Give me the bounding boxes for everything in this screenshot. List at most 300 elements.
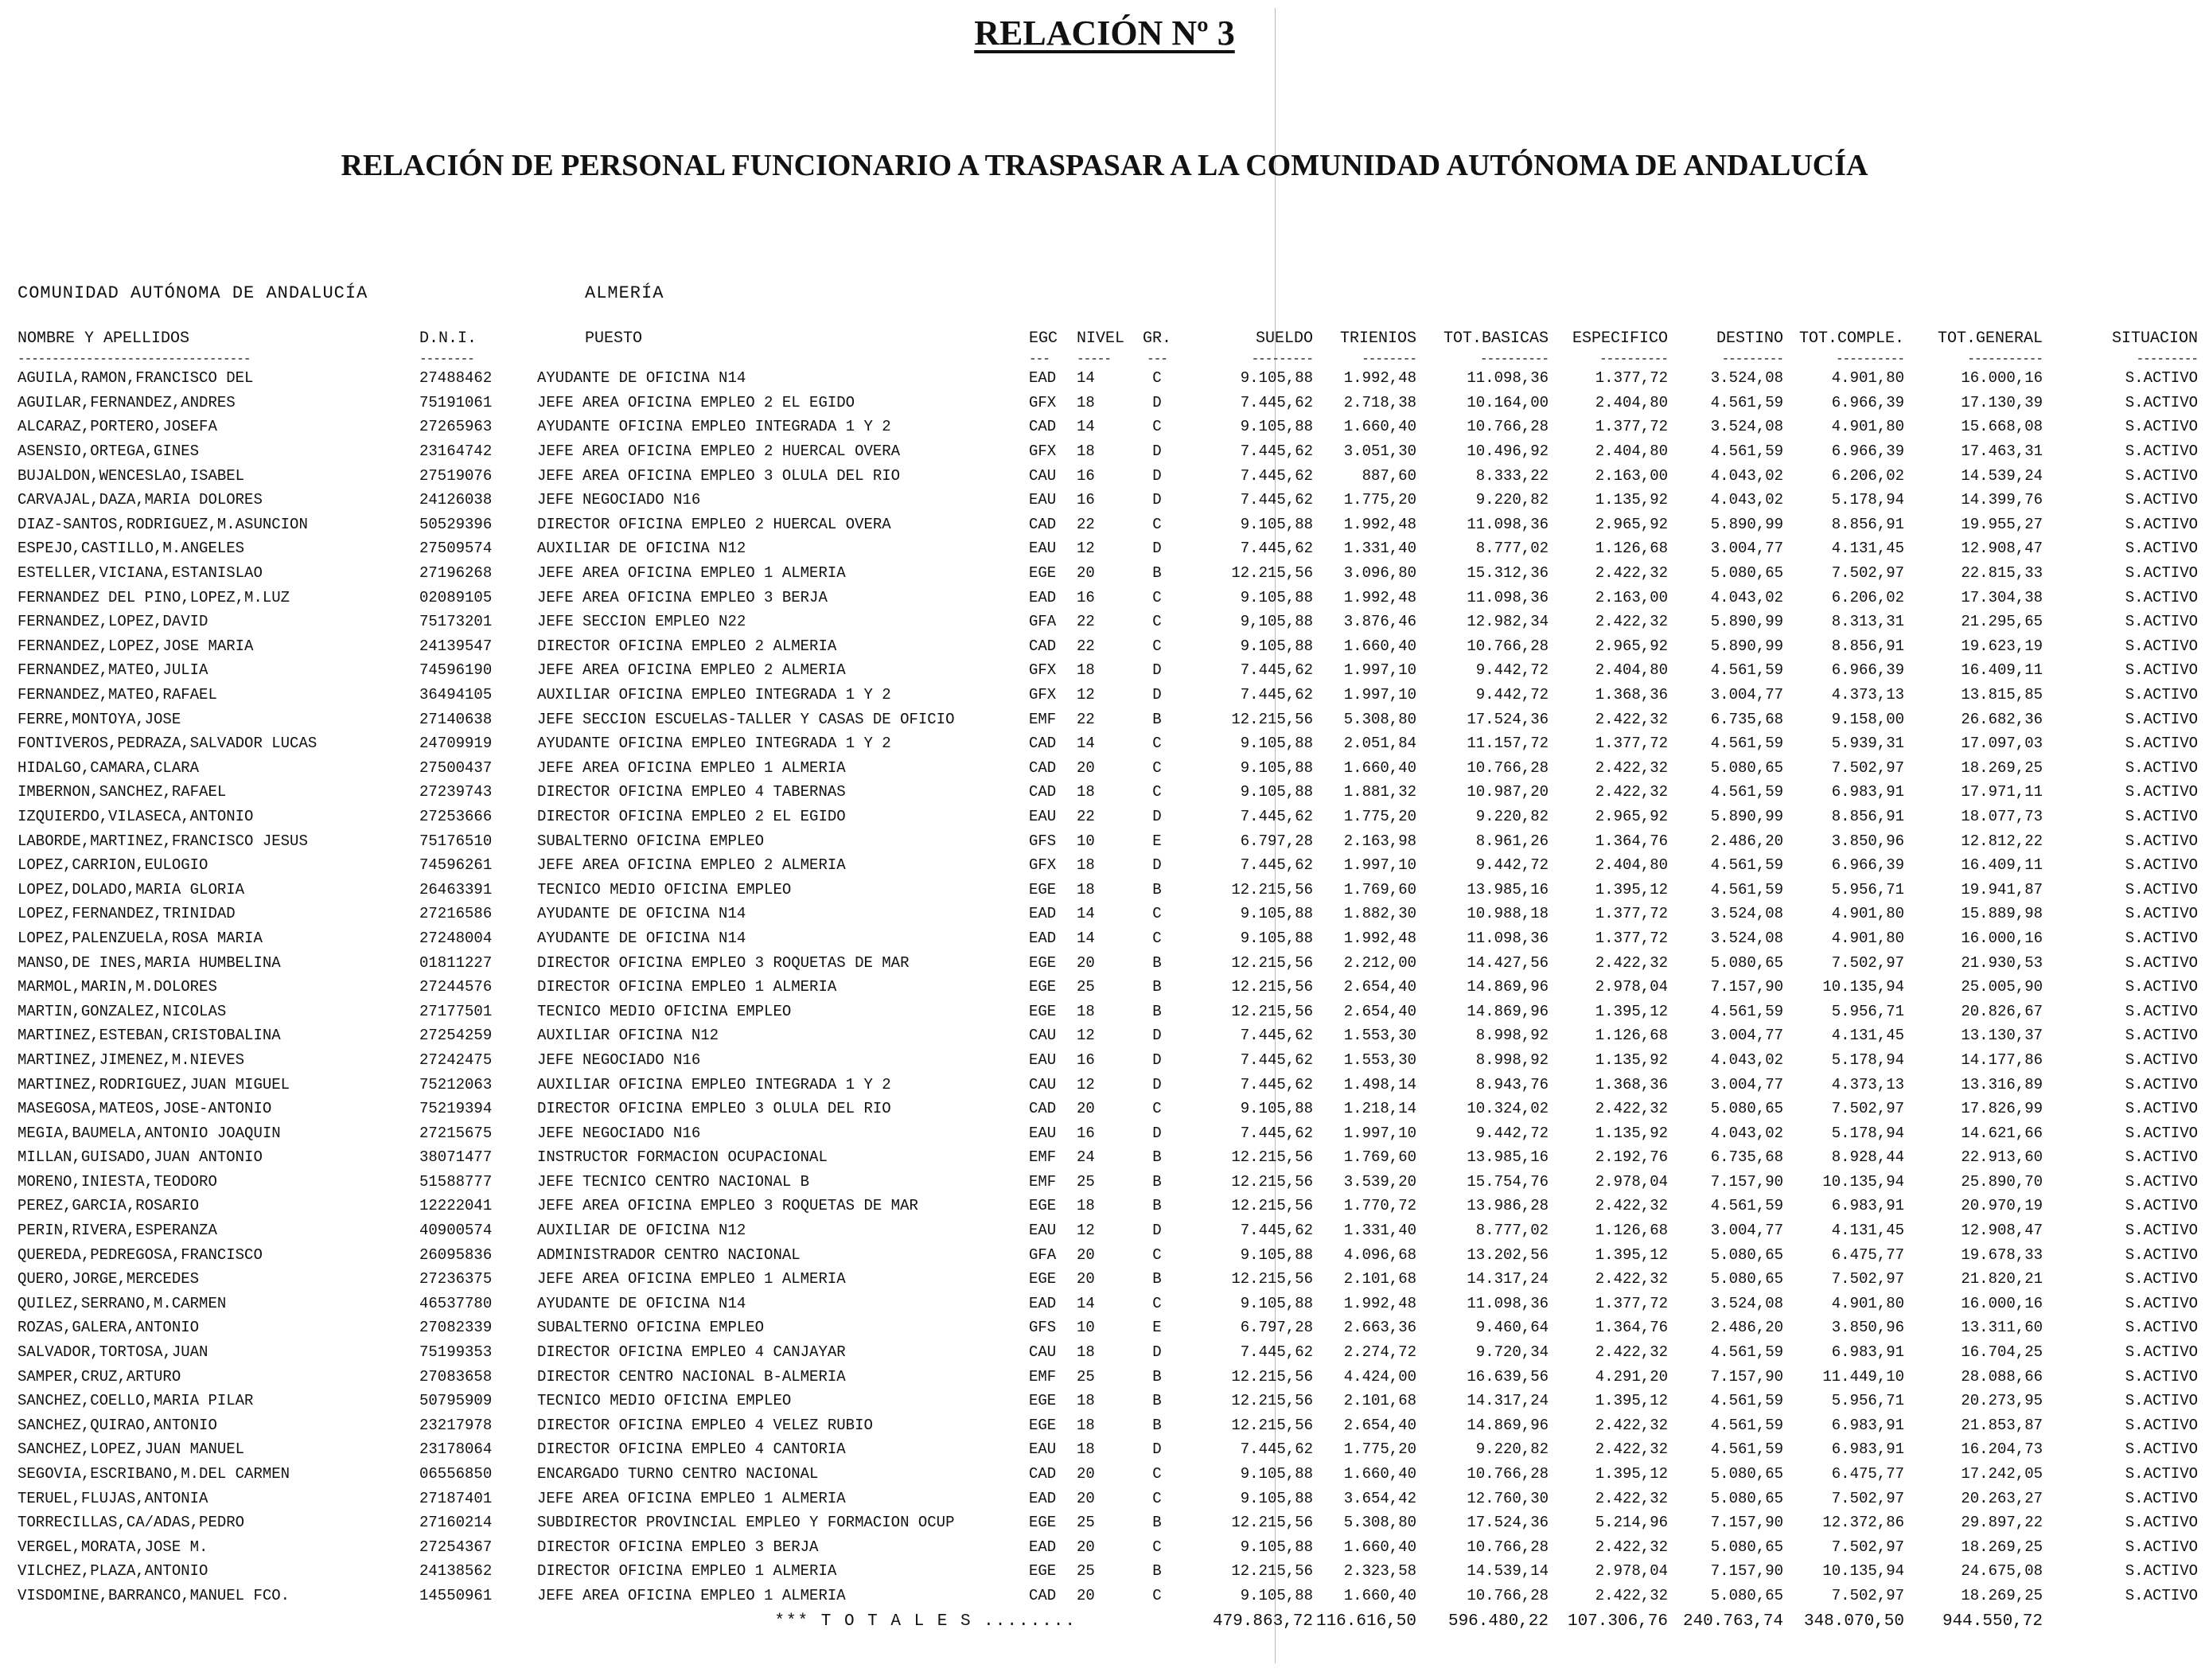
cell-sueldo: 9.105,88 [1240,418,1313,436]
cell-situacion: S.ACTIVO [2125,588,2198,606]
cell-tot-basicas: 12.760,30 [1467,1489,1549,1507]
cell-especifico: 2.422,32 [1595,710,1668,728]
cell-cuerpo: GFX [1029,856,1057,875]
cell-tot-general: 21.930,53 [1961,953,2043,972]
cell-nombre: MARTIN,GONZALEZ,NICOLAS [18,1002,227,1020]
cell-tot-general: 13.130,37 [1961,1027,2043,1045]
cell-nombre: MILLAN,GUISADO,JUAN ANTONIO [18,1148,263,1167]
cell-destino: 3.004,77 [1710,540,1783,558]
cell-nombre: QUILEZ,SERRANO,M.CARMEN [18,1294,227,1312]
cell-situacion: S.ACTIVO [2125,1392,2198,1410]
cell-tot-basicas: 9.442,72 [1475,856,1549,875]
cell-tot-comple: 5.178,94 [1831,1050,1904,1069]
cell-tot-basicas: 9.442,72 [1475,661,1549,680]
cell-grupo: D [1152,491,1162,509]
cell-nombre: ASENSIO,ORTEGA,GINES [18,442,200,461]
cell-destino: 3.524,08 [1710,418,1783,436]
cell-tot-general: 18.077,73 [1961,807,2043,825]
cell-sueldo: 9.105,88 [1240,369,1313,388]
cell-tot-basicas: 10.766,28 [1467,1586,1549,1604]
cell-tot-general: 14.539,24 [1961,466,2043,485]
cell-grupo: C [1152,735,1162,753]
cell-dni: 36494105 [419,686,493,704]
cell-tot-general: 16.000,16 [1961,369,2043,388]
cell-grupo: B [1152,1172,1162,1191]
cell-grupo: D [1152,1124,1162,1142]
cell-tot-comple: 4.373,13 [1831,1075,1904,1093]
cell-nivel: 16 [1077,588,1095,606]
cell-especifico: 1.377,72 [1595,735,1668,753]
cell-trienios: 1.331,40 [1343,1222,1416,1240]
cell-situacion: S.ACTIVO [2125,832,2198,850]
cell-tot-general: 24.675,08 [1961,1562,2043,1581]
cell-cuerpo: EMF [1029,1367,1057,1386]
cell-nombre: SAMPER,CRUZ,ARTURO [18,1367,181,1386]
cell-dni: 27244576 [419,978,493,996]
cell-nivel: 25 [1077,1514,1095,1532]
cell-situacion: S.ACTIVO [2125,1294,2198,1312]
table-row [18,926,2198,951]
cell-trienios: 1.992,48 [1343,588,1416,606]
table-row [18,1145,2198,1170]
cell-cuerpo: EAD [1029,1294,1057,1312]
cell-tot-basicas: 13.986,28 [1467,1197,1549,1215]
cell-nombre: PEREZ,GARCIA,ROSARIO [18,1197,200,1215]
cell-especifico: 2.422,32 [1595,564,1668,583]
cell-tot-comple: 6.475,77 [1831,1465,1904,1483]
cell-tot-comple: 7.502,97 [1831,1538,1904,1556]
cell-dni: 27140638 [419,710,493,728]
cell-puesto: AUXILIAR OFICINA EMPLEO INTEGRADA 1 Y 2 [537,686,891,704]
total-trienios: 116.616,50 [1315,1612,1416,1631]
cell-dni: 27082339 [419,1319,493,1337]
cell-nombre: ESTELLER,VICIANA,ESTANISLAO [18,564,263,583]
cell-puesto: TECNICO MEDIO OFICINA EMPLEO [537,1392,792,1410]
cell-nivel: 18 [1077,442,1095,461]
cell-nombre: FONTIVEROS,PEDRAZA,SALVADOR LUCAS [18,735,318,753]
cell-puesto: AYUDANTE DE OFICINA N14 [537,905,746,923]
cell-grupo: B [1152,1514,1162,1532]
cell-nivel: 16 [1077,1124,1095,1142]
cell-situacion: S.ACTIVO [2125,442,2198,461]
cell-grupo: B [1152,1002,1162,1020]
total-tot-general: 944.550,72 [1942,1612,2043,1631]
cell-grupo: C [1152,588,1162,606]
cell-tot-general: 12.908,47 [1961,540,2043,558]
cell-puesto: JEFE AREA OFICINA EMPLEO 1 ALMERIA [537,758,846,777]
cell-especifico: 2.422,32 [1595,1586,1668,1604]
cell-destino: 4.561,59 [1710,1002,1783,1020]
cell-trienios: 1.218,14 [1343,1100,1416,1118]
table-row [18,1097,2198,1121]
cell-especifico: 1.395,12 [1595,1002,1668,1020]
cell-nivel: 20 [1077,1270,1095,1288]
cell-tot-comple: 7.502,97 [1831,1489,1904,1507]
cell-grupo: B [1152,953,1162,972]
cell-situacion: S.ACTIVO [2125,1416,2198,1434]
cell-situacion: S.ACTIVO [2125,1586,2198,1604]
cell-nivel: 25 [1077,1367,1095,1386]
cell-puesto: JEFE AREA OFICINA EMPLEO 2 ALMERIA [537,661,846,680]
cell-trienios: 1.553,30 [1343,1027,1416,1045]
cell-sueldo: 12.215,56 [1231,978,1313,996]
cell-nivel: 18 [1077,1392,1095,1410]
cell-tot-basicas: 10.766,28 [1467,637,1549,655]
cell-tot-comple: 7.502,97 [1831,564,1904,583]
cell-tot-basicas: 8.777,02 [1475,1222,1549,1240]
cell-sueldo: 12.215,56 [1231,1172,1313,1191]
cell-tot-comple: 5.956,71 [1831,1002,1904,1020]
cell-tot-general: 21.853,87 [1961,1416,2043,1434]
table-row [18,1242,2198,1267]
cell-grupo: C [1152,613,1162,631]
cell-grupo: B [1152,1562,1162,1581]
cell-tot-comple: 12.372,86 [1822,1514,1904,1532]
cell-dni: 40900574 [419,1222,493,1240]
cell-grupo: D [1152,686,1162,704]
cell-destino: 3.004,77 [1710,1027,1783,1045]
table-row [18,902,2198,926]
cell-nivel: 14 [1077,418,1095,436]
cell-nivel: 10 [1077,832,1095,850]
cell-tot-comple: 4.131,45 [1831,540,1904,558]
cell-grupo: C [1152,1465,1162,1483]
cell-tot-comple: 6.966,39 [1831,442,1904,461]
cell-tot-comple: 5.956,71 [1831,1392,1904,1410]
cell-dni: 27215675 [419,1124,493,1142]
header-dash-rule: ---------------------------------- -------- --- ----- --- --------- -------- ---------- ---------- --------- ---------- ----------- --------- [18,352,2198,366]
cell-destino: 5.890,99 [1710,515,1783,533]
cell-trienios: 3.876,46 [1343,613,1416,631]
cell-destino: 4.561,59 [1710,1440,1783,1459]
cell-nombre: FERNANDEZ,LOPEZ,DAVID [18,613,208,631]
cell-tot-basicas: 16.639,56 [1467,1367,1549,1386]
cell-grupo: D [1152,1440,1162,1459]
cell-trienios: 1.997,10 [1343,1124,1416,1142]
total-destino: 240.763,74 [1682,1612,1783,1631]
cell-tot-comple: 4.131,45 [1831,1027,1904,1045]
cell-tot-basicas: 11.098,36 [1467,1294,1549,1312]
cell-dni: 23178064 [419,1440,493,1459]
cell-destino: 5.080,65 [1710,758,1783,777]
cell-nombre: AGUILA,RAMON,FRANCISCO DEL [18,369,254,388]
cell-sueldo: 9.105,88 [1240,1538,1313,1556]
cell-destino: 4.561,59 [1710,393,1783,411]
cell-dni: 27500437 [419,758,493,777]
cell-tot-basicas: 10.987,20 [1467,783,1549,801]
cell-trienios: 4.424,00 [1343,1367,1416,1386]
table-row [18,828,2198,853]
cell-tot-general: 20.826,67 [1961,1002,2043,1020]
cell-trienios: 3.539,20 [1343,1172,1416,1191]
cell-nombre: HIDALGO,CAMARA,CLARA [18,758,200,777]
cell-sueldo: 7.445,62 [1240,540,1313,558]
cell-trienios: 1.997,10 [1343,686,1416,704]
cell-dni: 24126038 [419,491,493,509]
table-row [18,999,2198,1023]
cell-cuerpo: EGE [1029,1514,1057,1532]
cell-tot-comple: 5.178,94 [1831,1124,1904,1142]
cell-trienios: 1.992,48 [1343,1294,1416,1312]
cell-grupo: D [1152,1222,1162,1240]
cell-situacion: S.ACTIVO [2125,1367,2198,1386]
cell-especifico: 2.163,00 [1595,466,1668,485]
cell-nivel: 18 [1077,1416,1095,1434]
cell-situacion: S.ACTIVO [2125,1319,2198,1337]
cell-especifico: 2.422,32 [1595,1343,1668,1362]
cell-especifico: 1.395,12 [1595,1465,1668,1483]
cell-especifico: 2.978,04 [1595,1172,1668,1191]
table-body [18,366,2198,1608]
cell-sueldo: 7.445,62 [1240,1222,1313,1240]
cell-tot-basicas: 8.998,92 [1475,1050,1549,1069]
cell-trienios: 2.654,40 [1343,1002,1416,1020]
cell-puesto: JEFE SECCION EMPLEO N22 [537,613,746,631]
cell-nombre: MEGIA,BAUMELA,ANTONIO JOAQUIN [18,1124,281,1142]
cell-especifico: 2.965,92 [1595,807,1668,825]
cell-situacion: S.ACTIVO [2125,686,2198,704]
cell-situacion: S.ACTIVO [2125,1148,2198,1167]
cell-nombre: VISDOMINE,BARRANCO,MANUEL FCO. [18,1586,290,1604]
cell-nivel: 22 [1077,613,1095,631]
cell-tot-general: 13.311,60 [1961,1319,2043,1337]
cell-puesto: AYUDANTE OFICINA EMPLEO INTEGRADA 1 Y 2 [537,735,891,753]
cell-nivel: 20 [1077,1100,1095,1118]
cell-puesto: JEFE SECCION ESCUELAS-TALLER Y CASAS DE OFICIO [537,710,955,728]
cell-puesto: DIRECTOR OFICINA EMPLEO 4 CANTORIA [537,1440,846,1459]
cell-tot-general: 15.889,98 [1961,905,2043,923]
cell-tot-basicas: 17.524,36 [1467,710,1549,728]
cell-tot-general: 17.826,99 [1961,1100,2043,1118]
cell-especifico: 1.368,36 [1595,1075,1668,1093]
cell-cuerpo: EAU [1029,1222,1057,1240]
cell-tot-general: 28.088,66 [1961,1367,2043,1386]
cell-especifico: 1.135,92 [1595,1124,1668,1142]
cell-nombre: ESPEJO,CASTILLO,M.ANGELES [18,540,245,558]
cell-tot-general: 17.304,38 [1961,588,2043,606]
cell-especifico: 1.368,36 [1595,686,1668,704]
cell-trienios: 2.274,72 [1343,1343,1416,1362]
table-row [18,707,2198,731]
cell-sueldo: 7.445,62 [1240,807,1313,825]
cell-nombre: FERRE,MONTOYA,JOSE [18,710,181,728]
cell-puesto: AUXILIAR DE OFICINA N12 [537,540,746,558]
cell-tot-general: 22.815,33 [1961,564,2043,583]
table-row [18,805,2198,829]
cell-puesto: JEFE AREA OFICINA EMPLEO 1 ALMERIA [537,564,846,583]
cell-destino: 4.561,59 [1710,880,1783,898]
cell-tot-basicas: 9.442,72 [1475,686,1549,704]
cell-tot-basicas: 8.777,02 [1475,540,1549,558]
cell-dni: 23164742 [419,442,493,461]
cell-nivel: 18 [1077,783,1095,801]
cell-trienios: 1.775,20 [1343,1440,1416,1459]
cell-nombre: SEGOVIA,ESCRIBANO,M.DEL CARMEN [18,1465,290,1483]
cell-nivel: 20 [1077,1245,1095,1264]
cell-nombre: MANSO,DE INES,MARIA HUMBELINA [18,953,281,972]
cell-cuerpo: EGE [1029,1270,1057,1288]
cell-tot-general: 18.269,25 [1961,1538,2043,1556]
cell-destino: 5.080,65 [1710,1245,1783,1264]
cell-sueldo: 7.445,62 [1240,1124,1313,1142]
cell-dni: 14550961 [419,1586,493,1604]
cell-tot-comple: 4.373,13 [1831,686,1904,704]
table-row [18,1267,2198,1292]
cell-situacion: S.ACTIVO [2125,1489,2198,1507]
cell-trienios: 1.769,60 [1343,880,1416,898]
table-row [18,1559,2198,1584]
cell-destino: 5.080,65 [1710,1100,1783,1118]
cell-puesto: DIRECTOR OFICINA EMPLEO 2 ALMERIA [537,637,837,655]
cell-destino: 7.157,90 [1710,978,1783,996]
cell-tot-basicas: 10.324,02 [1467,1100,1549,1118]
cell-tot-comple: 7.502,97 [1831,1270,1904,1288]
cell-nivel: 14 [1077,735,1095,753]
cell-puesto: INSTRUCTOR FORMACION OCUPACIONAL [537,1148,828,1167]
cell-trienios: 1.660,40 [1343,1586,1416,1604]
table-row [18,1364,2198,1389]
cell-destino: 4.561,59 [1710,661,1783,680]
cell-tot-basicas: 14.869,96 [1467,978,1549,996]
cell-dni: 24138562 [419,1562,493,1581]
cell-puesto: JEFE AREA OFICINA EMPLEO 3 ROQUETAS DE MAR [537,1197,918,1215]
cell-destino: 3.524,08 [1710,929,1783,947]
cell-tot-general: 20.970,19 [1961,1197,2043,1215]
cell-puesto: ENCARGADO TURNO CENTRO NACIONAL [537,1465,819,1483]
cell-grupo: B [1152,1367,1162,1386]
cell-tot-general: 14.177,86 [1961,1050,2043,1069]
cell-especifico: 1.377,72 [1595,1294,1668,1312]
cell-nombre: AGUILAR,FERNANDEZ,ANDRES [18,393,236,411]
cell-dni: 27248004 [419,929,493,947]
col-header-sueldo: SUELDO [1255,329,1313,348]
cell-tot-comple: 7.502,97 [1831,1100,1904,1118]
cell-sueldo: 9.105,88 [1240,929,1313,947]
cell-especifico: 2.978,04 [1595,1562,1668,1581]
cell-puesto: JEFE AREA OFICINA EMPLEO 3 BERJA [537,588,828,606]
cell-especifico: 1.135,92 [1595,1050,1668,1069]
cell-grupo: C [1152,1538,1162,1556]
cell-especifico: 1.395,12 [1595,1245,1668,1264]
cell-trienios: 2.101,68 [1343,1392,1416,1410]
cell-tot-basicas: 15.754,76 [1467,1172,1549,1191]
cell-situacion: S.ACTIVO [2125,807,2198,825]
cell-puesto: JEFE AREA OFICINA EMPLEO 1 ALMERIA [537,1270,846,1288]
cell-sueldo: 7.445,62 [1240,1027,1313,1045]
cell-grupo: E [1152,832,1162,850]
cell-nombre: MARTINEZ,JIMENEZ,M.NIEVES [18,1050,245,1069]
cell-nombre: FERNANDEZ,MATEO,RAFAEL [18,686,217,704]
table-row [18,1023,2198,1048]
cell-cuerpo: GFX [1029,393,1057,411]
table-row [18,853,2198,878]
cell-trienios: 2.654,40 [1343,1416,1416,1434]
cell-trienios: 1.992,48 [1343,929,1416,947]
col-header-especifico: ESPECIFICO [1572,329,1668,348]
cell-tot-comple: 6.983,91 [1831,1343,1904,1362]
cell-cuerpo: CAU [1029,1075,1057,1093]
cell-trienios: 2.163,98 [1343,832,1416,850]
cell-cuerpo: EAU [1029,540,1057,558]
cell-tot-comple: 6.983,91 [1831,1197,1904,1215]
cell-situacion: S.ACTIVO [2125,758,2198,777]
cell-tot-basicas: 15.312,36 [1467,564,1549,583]
cell-sueldo: 12.215,56 [1231,1392,1313,1410]
cell-tot-comple: 6.206,02 [1831,466,1904,485]
cell-tot-general: 19.678,33 [1961,1245,2043,1264]
table-row [18,1292,2198,1316]
cell-nivel: 12 [1077,540,1095,558]
cell-tot-general: 20.263,27 [1961,1489,2043,1507]
cell-grupo: B [1152,1416,1162,1434]
cell-especifico: 2.422,32 [1595,783,1668,801]
cell-tot-general: 21.295,65 [1961,613,2043,631]
cell-tot-comple: 10.135,94 [1822,1172,1904,1191]
cell-destino: 5.080,65 [1710,1465,1783,1483]
table-row [18,1437,2198,1462]
table-row [18,1048,2198,1073]
cell-tot-basicas: 14.539,14 [1467,1562,1549,1581]
cell-puesto: JEFE AREA OFICINA EMPLEO 2 HUERCAL OVERA [537,442,901,461]
cell-tot-comple: 10.135,94 [1822,978,1904,996]
cell-dni: 75199353 [419,1343,493,1362]
cell-trienios: 1.769,60 [1343,1148,1416,1167]
cell-sueldo: 7.445,62 [1240,856,1313,875]
cell-sueldo: 9.105,88 [1240,735,1313,753]
cell-puesto: DIRECTOR OFICINA EMPLEO 4 VELEZ RUBIO [537,1416,873,1434]
cell-grupo: C [1152,758,1162,777]
cell-cuerpo: GFX [1029,442,1057,461]
cell-especifico: 1.126,68 [1595,1027,1668,1045]
cell-situacion: S.ACTIVO [2125,1124,2198,1142]
cell-cuerpo: CAD [1029,1586,1057,1604]
cell-tot-basicas: 10.766,28 [1467,418,1549,436]
cell-situacion: S.ACTIVO [2125,1343,2198,1362]
table-row [18,756,2198,781]
cell-situacion: S.ACTIVO [2125,783,2198,801]
cell-cuerpo: EAU [1029,1050,1057,1069]
cell-cuerpo: GFA [1029,1245,1057,1264]
cell-sueldo: 12.215,56 [1231,953,1313,972]
cell-sueldo: 7.445,62 [1240,1440,1313,1459]
cell-situacion: S.ACTIVO [2125,1050,2198,1069]
cell-trienios: 2.051,84 [1343,735,1416,753]
table-row [18,463,2198,488]
cell-destino: 5.890,99 [1710,613,1783,631]
cell-cuerpo: CAD [1029,1100,1057,1118]
cell-destino: 4.043,02 [1710,491,1783,509]
cell-tot-basicas: 13.985,16 [1467,1148,1549,1167]
cell-trienios: 2.654,40 [1343,978,1416,996]
cell-cuerpo: EGE [1029,1002,1057,1020]
cell-tot-comple: 5.178,94 [1831,491,1904,509]
cell-sueldo: 7.445,62 [1240,686,1313,704]
cell-puesto: DIRECTOR OFICINA EMPLEO 3 ROQUETAS DE MAR [537,953,910,972]
cell-puesto: JEFE NEGOCIADO N16 [537,491,701,509]
total-tot-comple: 348.070,50 [1803,1612,1904,1631]
table-row [18,439,2198,464]
cell-nombre: FERNANDEZ DEL PINO,LOPEZ,M.LUZ [18,588,290,606]
cell-trienios: 3.096,80 [1343,564,1416,583]
cell-sueldo: 9.105,88 [1240,515,1313,533]
cell-situacion: S.ACTIVO [2125,393,2198,411]
cell-destino: 6.735,68 [1710,710,1783,728]
cell-tot-comple: 10.135,94 [1822,1562,1904,1581]
cell-situacion: S.ACTIVO [2125,978,2198,996]
cell-grupo: C [1152,1245,1162,1264]
cell-situacion: S.ACTIVO [2125,661,2198,680]
province-label: ALMERÍA [585,283,664,303]
